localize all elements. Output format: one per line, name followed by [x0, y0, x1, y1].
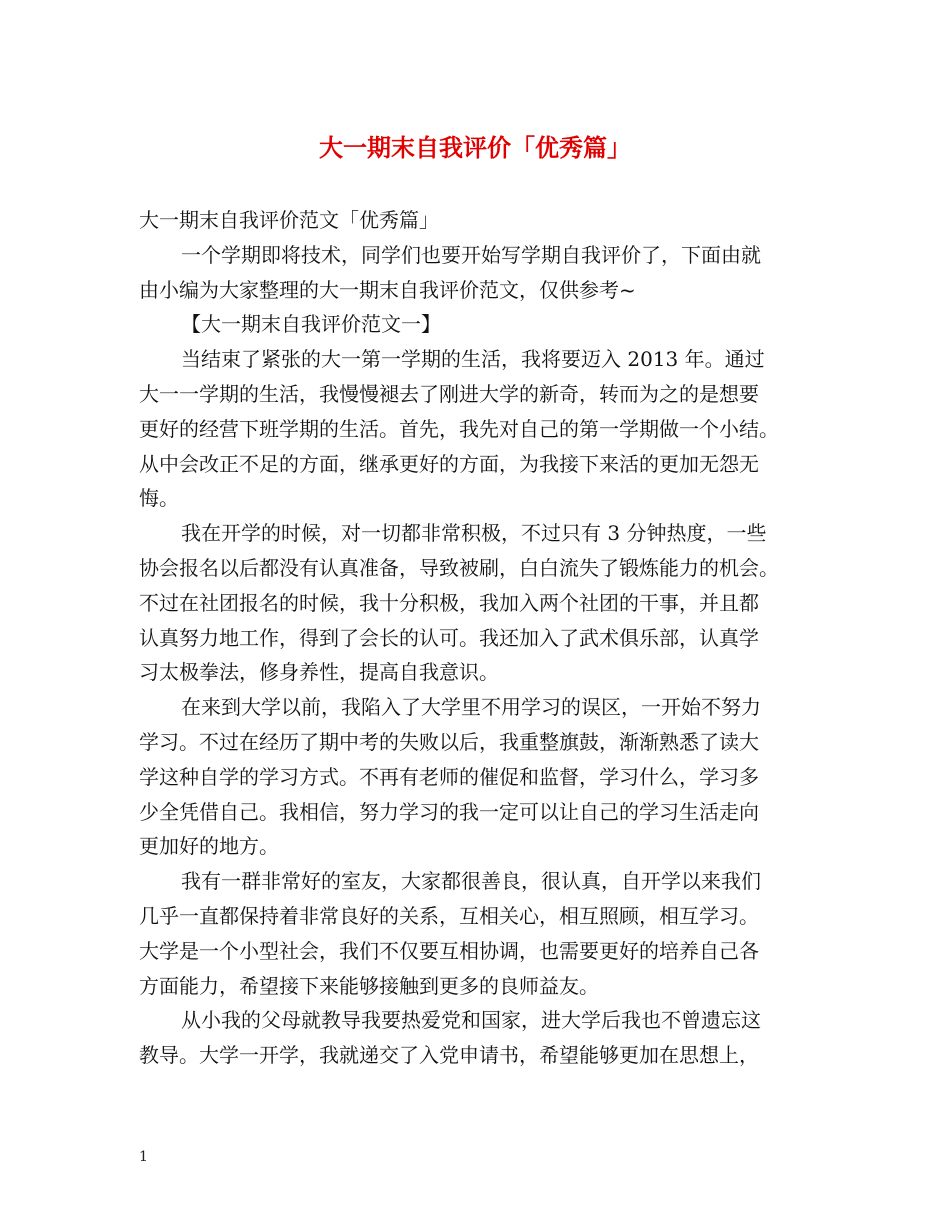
page-number: 1: [139, 1149, 148, 1165]
text-line: 几乎一直都保持着非常良好的关系，互相关心，相互照顾，相互学习。: [139, 903, 759, 928]
text-line: 方面能力，希望接下来能够接触到更多的良师益友。: [139, 973, 599, 998]
text-line: 当结束了紧张的大一第一学期的生活，我将要迈入 2013 年。通过: [181, 347, 765, 372]
document-body: [139, 203, 814, 1073]
text-line: 更好的经营下班学期的生活。首先，我先对自己的第一学期做一个小结。: [139, 416, 779, 441]
text-line: 认真努力地工作，得到了会长的认可。我还加入了武术俱乐部，认真学: [139, 625, 759, 650]
text-line: 协会报名以后都没有认真准备，导致被刷，白白流失了锻炼能力的机会。: [139, 555, 779, 580]
text-line: 大一一学期的生活，我慢慢褪去了刚进大学的新奇，转而为之的是想要: [139, 381, 759, 406]
text-line: 更加好的地方。: [139, 834, 279, 859]
text-line: 从中会改正不足的方面，继承更好的方面，为我接下来活的更加无怨无: [139, 451, 759, 476]
text-line: 我有一群非常好的室友，大家都很善良，很认真，自开学以来我们: [181, 869, 761, 894]
text-line: 由小编为大家整理的大一期末自我评价范文，仅供参考~: [139, 277, 636, 302]
text-line: 学习。不过在经历了期中考的失败以后，我重整旗鼓，渐渐熟悉了读大: [139, 729, 759, 754]
text-line: 学这种自学的学习方式。不再有老师的催促和监督，学习什么，学习多: [139, 764, 759, 789]
text-line: 少全凭借自己。我相信，努力学习的我一定可以让自己的学习生活走向: [139, 799, 759, 824]
text-line: 大学是一个小型社会，我们不仅要互相协调，也需要更好的培养自己各: [139, 938, 759, 963]
text-line: 悔。: [139, 486, 179, 511]
text-line: 不过在社团报名的时候，我十分积极，我加入两个社团的干事，并且都: [139, 590, 759, 615]
text-line: 一个学期即将技术，同学们也要开始写学期自我评价了，下面由就: [181, 242, 761, 267]
text-line: 我在开学的时候，对一切都非常积极，不过只有 3 分钟热度，一些: [181, 521, 767, 546]
text-line: 【大一期末自我评价范文一】: [181, 312, 441, 337]
text-line: 大一期末自我评价范文「优秀篇」: [139, 208, 439, 232]
document-title: 大一期末自我评价「优秀篇」: [319, 134, 631, 162]
text-line: 在来到大学以前，我陷入了大学里不用学习的误区，一开始不努力: [181, 695, 761, 720]
text-line: 教导。大学一开学，我就递交了入党申请书，希望能够更加在思想上，: [139, 1043, 759, 1068]
text-line: 从小我的父母就教导我要热爱党和国家，进大学后我也不曾遗忘这: [181, 1008, 761, 1033]
text-line: 习太极拳法，修身养性，提高自我意识。: [139, 660, 499, 685]
